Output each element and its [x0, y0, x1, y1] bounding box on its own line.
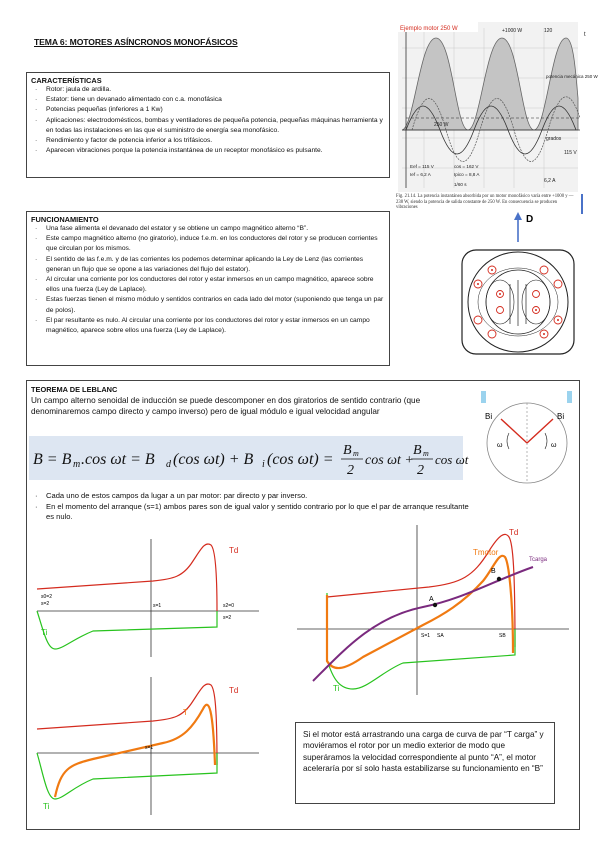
- graph3-b: B: [491, 568, 496, 575]
- svg-text:m: m: [73, 459, 81, 470]
- graph1-ti: Ti: [41, 628, 48, 637]
- figure-header-label: Ejemplo motor 250 W: [400, 26, 458, 32]
- label-250w: 250 W: [434, 122, 449, 128]
- label-ief: Ief = 6,2 A: [410, 172, 431, 177]
- functioning-list: [31, 224, 385, 336]
- list-item: · El sentido de las f.e.m. y de las corrientes los podemos determinar aplicando la Ley de Lenz (las corrientes generan un flujo que se opone a las variaciones del flujo del estator).: [31, 255, 385, 275]
- svg-text:B: B: [413, 443, 422, 458]
- list-item: · Al circular una corriente por los conductores del rotor y estar inmersos en un campo magnético, aparece sobre ellos una fuerza (Ley de Laplace).: [31, 275, 385, 295]
- list-item: · Aparecen vibraciones porque la potencia instantánea de un receptor monofásico es pulsante.: [31, 146, 385, 156]
- svg-text:2: 2: [417, 463, 424, 478]
- label-cos: cos = 162 V: [454, 164, 479, 169]
- torque-graph-1: [33, 531, 263, 659]
- graph1-s2: s=2: [41, 601, 50, 607]
- graph3-td: Td: [509, 528, 519, 537]
- graph3-s1: S=1: [421, 633, 431, 639]
- svg-text:d: d: [166, 459, 171, 470]
- svg-text:i: i: [262, 459, 265, 470]
- svg-text:(cos ωt) + B: (cos ωt) + B: [173, 451, 254, 468]
- characteristics-box: [26, 72, 390, 178]
- graph3-sa: SA: [437, 633, 444, 639]
- list-item: · Cada uno de estos campos da lugar a un par motor: par directo y par inverso.: [31, 491, 471, 502]
- label-115v: 115 V: [564, 150, 577, 156]
- svg-text:.cos ωt = B: .cos ωt = B: [81, 451, 155, 468]
- graph1-s22: s=2: [223, 615, 232, 621]
- list-item: · Potencias pequeñas (inferiores a 1 Kw): [31, 105, 385, 115]
- label-ipico: Ipico = 8,8 A: [454, 172, 480, 177]
- list-item: · Una fase alimenta el devanado del estator y se obtiene un campo magnético alterno “B”.: [31, 224, 385, 234]
- power-figure: [394, 18, 598, 216]
- graph3-a: A: [429, 596, 434, 603]
- characteristics-heading: CARACTERÍSTICAS: [31, 76, 102, 85]
- phasor-diagram: [479, 389, 575, 489]
- graph3-tmotor: Tmotor: [473, 548, 499, 557]
- svg-text:m: m: [353, 449, 359, 458]
- label-period: 1/60 s: [454, 182, 467, 187]
- label-62a: 6,2 A: [544, 178, 556, 184]
- list-item: · En el momento del arranque (s=1) ambos pares son de igual valor y sentido contrario por lo que el par de arranque resultante es nulo.: [31, 502, 471, 523]
- note-text: Si el motor está arrastrando una carga de curva de par “T carga” y moviéramos el rotor por un medio exterior de modo que superáramos la velocidad correspondiente al punto “A”, el motor aceleraría por sí solo hasta estabilizarse su funcionamiento en “B”: [303, 730, 544, 774]
- graph1-s0: s0=2: [41, 594, 52, 600]
- graph3-sb: SB: [499, 633, 506, 639]
- list-item: · El par resultante es nulo. Al circular una corriente por los conductores del rotor y estar inmersos en un campo magnético, aparece sobre ellos una fuerza (Ley de Laplace).: [31, 316, 385, 336]
- list-item: · Rendimiento y factor de potencia inferior a los trifásicos.: [31, 136, 385, 146]
- svg-text:(cos ωt) =: (cos ωt) =: [267, 451, 334, 468]
- leblanc-formula: [29, 436, 469, 480]
- phasor-label-bd: Bi: [485, 412, 493, 421]
- torque-graph-2: [33, 669, 263, 817]
- list-item: · Este campo magnético alterno (no giratorio), induce f.e.m. en los conductores del rotor y se producen corrientes que circulan por los mismos.: [31, 234, 385, 254]
- svg-text:cos ωt: cos ωt: [435, 452, 469, 467]
- list-item: · Rotor: jaula de ardilla.: [31, 85, 385, 95]
- graph1-td: Td: [229, 546, 239, 555]
- svg-text:cos ωt +: cos ωt +: [365, 453, 414, 468]
- svg-text:B: B: [343, 443, 352, 458]
- functioning-heading: FUNCIONAMIENTO: [31, 215, 99, 224]
- diagram-label-d: D: [526, 214, 534, 225]
- list-item: · Estator: tiene un devanado alimentado con c.a. monofásica: [31, 95, 385, 105]
- label-grados: grados: [546, 136, 562, 142]
- label-potencia: potencia mecánica 250 W: [546, 74, 598, 79]
- page-title: TEMA 6: MOTORES ASÍNCRONOS MONOFÁSICOS: [34, 37, 238, 47]
- motor-diagram: [458, 208, 578, 358]
- leblanc-intro: Un campo alterno senoidal de inducción se puede descomponer en dos giratorios de sentido contrario (que denominaremos campo directo y campo inverso) pero de igual módulo e igual velocidad angular: [31, 396, 421, 416]
- list-item: · Aplicaciones: electrodomésticos, bombas y ventiladores de pequeña potencia, pequeñas máquinas herramienta y en todas las instalaciones en las que el suministro de energía sea monofásico.: [31, 116, 385, 136]
- graph2-ti: Ti: [43, 802, 50, 811]
- svg-text:m: m: [423, 449, 429, 458]
- graph2-td: Td: [229, 686, 239, 695]
- torque-graph-3: [293, 521, 577, 697]
- list-item: · Estas fuerzas tienen el mismo módulo y sentidos contrarios en cada lado del motor (suponiendo que tenga un par de polos).: [31, 295, 385, 315]
- label-t: t: [584, 32, 586, 38]
- figure-caption: Fig. 21.14. La potencia instantánea absorbida por un motor monofásico varía entre +1000 y —238 W, siendo la potencia de salida constante de 250 W. En consecuencia se producen vibraciones: [396, 194, 574, 211]
- phasor-label-w1: ω: [497, 442, 503, 449]
- graph1-s1: s=1: [153, 603, 162, 609]
- graph1-s2b: s2=0: [223, 603, 234, 609]
- note-box: [295, 722, 555, 804]
- label-1000w: +1000 W: [502, 28, 523, 34]
- label-120: 120: [544, 28, 553, 34]
- power-waveform: [394, 18, 598, 216]
- graph3-tcarga: Tcarga: [529, 557, 548, 563]
- svg-text:2: 2: [347, 463, 354, 478]
- functioning-box: [26, 211, 390, 366]
- graph3-ti: Ti: [333, 684, 340, 693]
- phasor-label-bi: Bi: [557, 412, 565, 421]
- characteristics-list: [31, 85, 385, 156]
- graph2-t: T: [183, 708, 188, 717]
- graph2-s1: s=1: [145, 745, 154, 751]
- phasor-label-w2: ω: [551, 442, 557, 449]
- svg-text:B = B: B = B: [33, 451, 72, 468]
- leblanc-list: [31, 491, 471, 523]
- label-eef: Eef = 115 V: [410, 164, 434, 169]
- leblanc-heading: TEOREMA DE LEBLANC: [31, 385, 118, 394]
- leblanc-box: [26, 380, 580, 830]
